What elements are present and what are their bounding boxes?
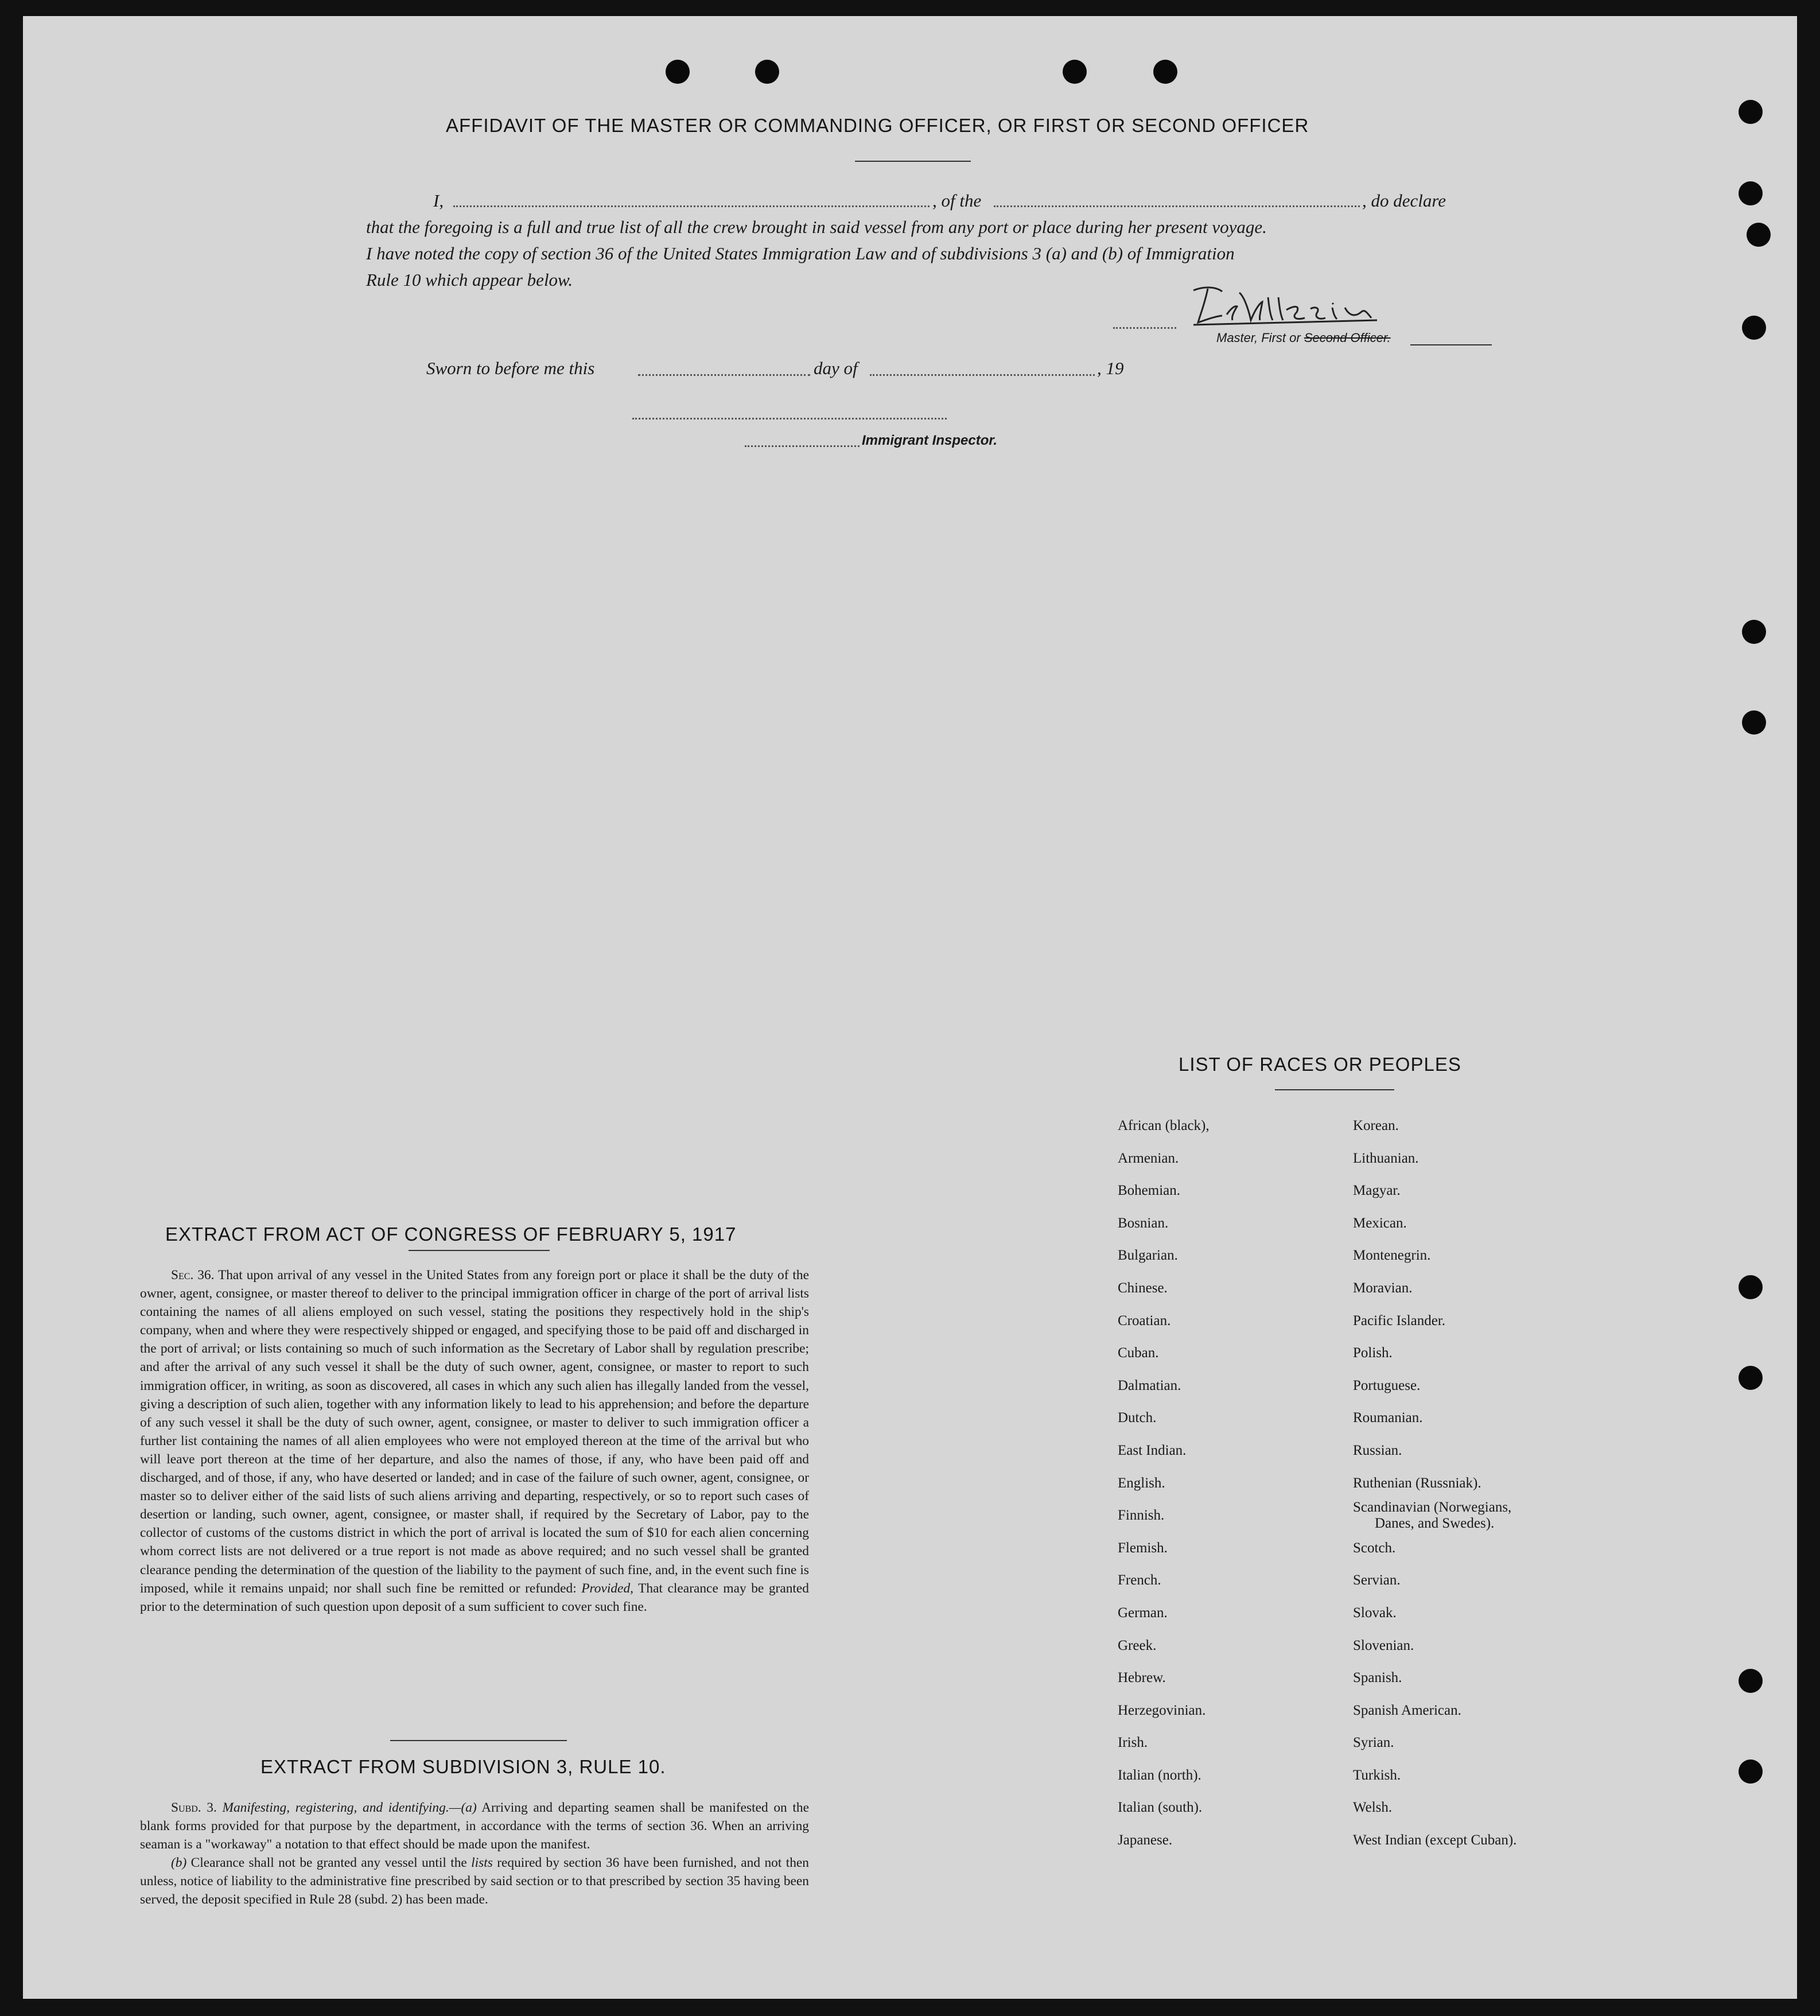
sworn-prefix: Sworn to before me this xyxy=(426,358,595,378)
race-item: Hebrew. xyxy=(1118,1670,1166,1686)
race-item: Bulgarian. xyxy=(1118,1248,1178,1264)
affidavit-i: I, xyxy=(433,191,444,211)
divider xyxy=(855,161,971,162)
races-heading: LIST OF RACES OR PEOPLES xyxy=(1179,1054,1461,1075)
race-item: Russian. xyxy=(1353,1442,1402,1458)
document-page xyxy=(23,16,1797,1999)
race-item: Portuguese. xyxy=(1353,1377,1421,1393)
section-label: Sec. 36. xyxy=(171,1268,215,1283)
races-left-column xyxy=(1118,1110,1210,1857)
race-item: Roumanian. xyxy=(1353,1410,1423,1426)
provided-label: Provided, xyxy=(581,1580,633,1596)
race-item: Korean. xyxy=(1353,1118,1399,1133)
punch-hole xyxy=(1739,1669,1763,1693)
race-item: Finnish. xyxy=(1118,1508,1165,1524)
affidavit-declare: , do declare xyxy=(1362,191,1446,211)
punch-hole xyxy=(1739,1275,1763,1299)
race-item: East Indian. xyxy=(1118,1442,1187,1458)
punch-hole xyxy=(755,60,779,84)
race-item: Dalmatian. xyxy=(1118,1377,1181,1393)
subdivision-b-lists: lists xyxy=(471,1855,493,1871)
race-item: Dutch. xyxy=(1118,1410,1157,1426)
race-item: Bohemian. xyxy=(1118,1183,1181,1199)
affidavit-line-2: that the foregoing is a full and true list of all the crew brought in said vessel from any port or place during her present voyage. xyxy=(366,217,1267,237)
race-item: Mexican. xyxy=(1353,1215,1407,1231)
race-item: Slovak. xyxy=(1353,1605,1397,1621)
race-item-multiline xyxy=(1353,1500,1516,1532)
punch-hole xyxy=(1747,223,1771,247)
race-item: Cuban. xyxy=(1118,1345,1159,1361)
race-item: Chinese. xyxy=(1118,1280,1168,1296)
subdivision-text: Arriving and departing seamen shall be manifested on the blank forms provided for that purpose by the department, in accordance with the terms of section 36. When an arriving seaman is a "workaway" a notation to that effect should be made upon the manifest. xyxy=(140,1800,809,1852)
punch-hole xyxy=(1739,1759,1763,1784)
race-item: West Indian (except Cuban). xyxy=(1353,1832,1517,1848)
race-item: Scandinavian (Norwegians, xyxy=(1353,1500,1512,1516)
section-text-end: That clearance may be granted prior to the determination of such question upon deposit of a sum sufficient to cover such fine. xyxy=(140,1580,809,1614)
race-item: Slovenian. xyxy=(1353,1637,1414,1653)
subdivision-b-text: Clearance shall not be granted any vessel until the xyxy=(190,1855,467,1871)
punch-hole xyxy=(1063,60,1087,84)
extract-rule-body xyxy=(140,1799,809,1909)
punch-hole xyxy=(666,60,690,84)
affidavit-of-the: , of the xyxy=(932,191,982,211)
race-item: Ruthenian (Russniak). xyxy=(1353,1475,1481,1491)
races-right-column xyxy=(1353,1110,1516,1857)
punch-hole xyxy=(1739,181,1763,205)
affidavit-heading: AFFIDAVIT OF THE MASTER OR COMMANDING OFFICER, OR FIRST OR SECOND OFFICER xyxy=(446,115,1309,136)
sworn-day-of: day of xyxy=(814,358,858,378)
punch-hole xyxy=(1742,316,1766,340)
signature-underline xyxy=(1410,344,1492,345)
race-item: Pacific Islander. xyxy=(1353,1312,1446,1329)
race-item: Irish. xyxy=(1118,1735,1148,1751)
sworn-day-field[interactable] xyxy=(638,374,810,376)
punch-hole xyxy=(1153,60,1177,84)
signature-label-second-officer: Second Officer. xyxy=(1304,331,1391,345)
race-item: Herzegovinian. xyxy=(1118,1702,1206,1718)
inspector-label: Immigrant Inspector. xyxy=(862,433,998,448)
sworn-month-field[interactable] xyxy=(870,374,1095,376)
race-item: Italian (south). xyxy=(1118,1800,1203,1816)
inspector-signature-field[interactable] xyxy=(632,418,947,419)
race-item: Flemish. xyxy=(1118,1540,1168,1556)
race-item: Scotch. xyxy=(1353,1540,1396,1556)
race-item: Spanish. xyxy=(1353,1670,1402,1686)
race-item: Danes, and Swedes). xyxy=(1375,1516,1495,1532)
race-item: Greek. xyxy=(1118,1637,1157,1653)
signature-label xyxy=(1216,331,1391,345)
punch-hole xyxy=(1742,710,1766,735)
affidavit-line-3: I have noted the copy of section 36 of the United States Immigration Law and of subdivisions 3 (a) and (b) of Immigration xyxy=(366,243,1235,263)
race-item: Syrian. xyxy=(1353,1735,1394,1751)
subdivision-label: Subd. 3. xyxy=(171,1800,217,1815)
punch-hole xyxy=(1742,620,1766,644)
race-item: Magyar. xyxy=(1353,1183,1401,1199)
race-item: Spanish American. xyxy=(1353,1702,1461,1718)
signature-label-master: Master, First or xyxy=(1216,331,1301,345)
race-item: Polish. xyxy=(1353,1345,1393,1361)
race-item: Croatian. xyxy=(1118,1312,1171,1329)
vessel-field[interactable] xyxy=(994,205,1360,207)
name-field[interactable] xyxy=(453,205,930,207)
affidavit-line-4: Rule 10 which appear below. xyxy=(366,270,573,290)
subdivision-b-text-end: required by section 36 have been furnished, and not then unless, notice of liability to the administrative fine prescribed by said section or to that prescribed by section 35 having been served, the deposit specified in Rule 28 (subd. 2) has been made. xyxy=(140,1855,809,1908)
section-text: That upon arrival of any vessel in the United States from any foreign port or place it shall be the duty of the owner, agent, consignee, or master thereof to deliver to the principal immigration officer in charge of the port of arrival lists containing the names of all aliens employed on such vessel, stating the positions they respectively hold in the ship's company, when and where they were respectively shipped or engaged, and specifying those to be paid off and discharged in the port of arrival; or lists containing so much of such information as the Secretary of Labor shall by regulation prescribe; and after the arrival of any such vessel it shall be the duty of such owner, agent, consignee, or master to report to such immigration officer, in writing, as soon as discovered, all cases in which any such alien has illegally landed from the vessel, giving a description of such alien, together with any information likely to lead to his apprehension; and before the departure of any such vessel it shall be the duty of such owner, agent, consignee, or master to deliver to such immigration officer a further list containing the names of all alien employees who were not employed thereon at the time of the arrival but who will leave port thereon at the time of her departure, and also the names of those, if any, who have been paid off and discharged, and of those, if any, who have deserted or landed; and in case of the failure of such owner, agent, consignee, or master so to deliver either of the said lists of such aliens arriving and departing, respectively, or so to report such cases of desertion or landing, such owner, agent, consignee, or master shall, if required by the Secretary of Labor, pay to the collector of customs of the customs district in which the port of arrival is located the sum of $10 for each alien concerning whom correct lists are not delivered or a true report is not made as above required; and no such vessel shall be granted clearance pending the determination of the question of the liability to the payment of such fine, and, in the event such fine is imposed, while it remains unpaid; nor shall such fine be remitted or refunded: xyxy=(140,1268,809,1596)
race-item: Moravian. xyxy=(1353,1280,1413,1296)
subdivision-title: Manifesting, registering, and identifying.—(a) xyxy=(222,1800,477,1815)
race-item: Welsh. xyxy=(1353,1800,1393,1816)
race-item: Italian (north). xyxy=(1118,1767,1201,1783)
sworn-year: , 19 xyxy=(1097,358,1124,378)
divider xyxy=(1275,1089,1394,1090)
handwritten-signature xyxy=(1182,280,1423,332)
race-item: Lithuanian. xyxy=(1353,1150,1419,1166)
race-item: Montenegrin. xyxy=(1353,1248,1431,1264)
race-item: English. xyxy=(1118,1475,1165,1491)
signature-field[interactable] xyxy=(1113,327,1176,329)
divider xyxy=(390,1740,567,1741)
extract-rule-heading: EXTRACT FROM SUBDIVISION 3, RULE 10. xyxy=(260,1756,666,1777)
race-item: Turkish. xyxy=(1353,1767,1401,1783)
race-item: Bosnian. xyxy=(1118,1215,1169,1231)
race-item: Japanese. xyxy=(1118,1832,1173,1848)
race-item: African (black), xyxy=(1118,1118,1210,1133)
extract-act-body xyxy=(140,1266,809,1616)
subdivision-b-label: (b) xyxy=(171,1855,187,1871)
punch-hole xyxy=(1739,100,1763,124)
race-item: German. xyxy=(1118,1605,1168,1621)
race-item: Servian. xyxy=(1353,1572,1401,1588)
race-item: Armenian. xyxy=(1118,1150,1179,1166)
race-item: French. xyxy=(1118,1572,1161,1588)
extract-act-heading: EXTRACT FROM ACT OF CONGRESS OF FEBRUARY 5, 1917 xyxy=(165,1223,737,1245)
inspector-label-leader xyxy=(745,445,860,447)
divider xyxy=(409,1250,550,1251)
punch-hole xyxy=(1739,1366,1763,1390)
